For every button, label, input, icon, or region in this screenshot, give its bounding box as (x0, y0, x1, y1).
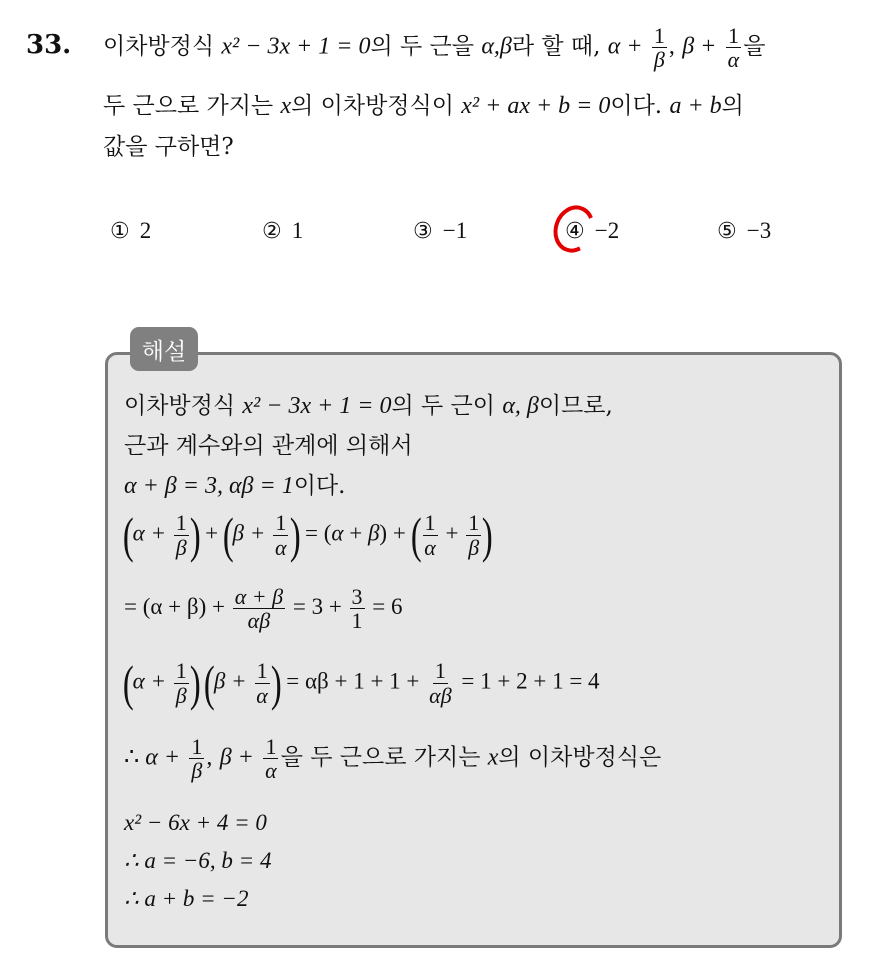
choice-3[interactable] (413, 218, 467, 244)
question-number: 33. (26, 30, 72, 60)
equation: α + β = 3, αβ = 1 (124, 473, 294, 499)
solution-text: 의 두 근이 (391, 393, 495, 419)
question-text: 의 두 근을 (370, 33, 474, 60)
solution-line-8: x² − 6x + 4 = 0 (124, 810, 267, 835)
answer-circle-mark (547, 200, 601, 259)
fraction: $\frac{1}{\alpha\beta}$ (429, 658, 452, 708)
question-text: 라 할 때, (511, 33, 601, 60)
roots: α, β (502, 393, 539, 419)
question-text: 이차방정식 (103, 33, 215, 60)
equation: = 1 + 2 + 1 = 4 (461, 668, 600, 694)
expression: a + b (669, 93, 722, 119)
roots: α,β (481, 33, 512, 60)
choice-value: 2 (139, 218, 152, 243)
solution-line-1 (124, 387, 613, 420)
choice-mark: ③ (413, 219, 433, 244)
question-text: 의 이차방정식이 (291, 93, 454, 119)
solution-line-6: (α + $\frac{1}{\beta}$ ) (β + $\frac{1}{\alpha}$ ) = αβ + 1 + 1 + $\frac{1}{\alpha\beta}$ = 1 + 2 + 1 = 4 (122, 655, 600, 711)
expr-alpha-plus: α + (607, 33, 643, 60)
solution-line-5 (124, 585, 403, 632)
choice-value: −1 (442, 218, 468, 243)
choice-2[interactable] (262, 218, 303, 244)
choice-value: −3 (746, 218, 772, 243)
solution-text: 이다. (293, 473, 346, 499)
fraction: $\frac{3}{1}$ (351, 584, 363, 634)
choice-1[interactable] (110, 218, 151, 244)
equation: = 3 + (292, 593, 342, 619)
question-line-2 (103, 87, 744, 120)
equation: = 6 (372, 593, 403, 619)
fraction: $\frac{1}{\alpha}$ (265, 734, 277, 784)
choice-value: −2 (594, 218, 620, 243)
variable: x (280, 93, 292, 119)
fraction: $\frac{\alpha + \beta}{\alpha\beta}$ (234, 584, 284, 634)
fraction: $\frac{1}{\beta}$ (175, 658, 187, 708)
choice-mark: ① (110, 219, 130, 244)
solution-text: 이므로, (538, 393, 613, 419)
variable: x (487, 744, 499, 771)
fraction: $\frac{1}{\alpha}$ (256, 658, 268, 708)
equation: x² − 3x + 1 = 0 (242, 393, 392, 419)
choice-mark: ② (262, 219, 282, 244)
fraction: $\frac{1}{\beta}$ (191, 734, 203, 784)
expr-beta-plus: β + (682, 33, 717, 60)
solution-line-9: ∴ a = −6, b = 4 (124, 848, 272, 873)
equation: = αβ + 1 + 1 + (286, 668, 420, 694)
solution-line-3 (124, 467, 345, 500)
solution-line-7: ∴ α + $\frac{1}{\beta}$ , β + $\frac{1}{\alpha}$ 을 두 근으로 가지는 x의 이차방정식은 (124, 734, 662, 784)
fraction: $\frac{1}{\alpha}$ (424, 510, 436, 560)
solution-line-2: 근과 계수와의 관계에 의해서 (124, 433, 413, 459)
fraction: $\frac{1}{\alpha}$ (727, 23, 740, 73)
fraction: $\frac{1}{\beta}$ (175, 510, 187, 560)
equation: x² − 3x + 1 = 0 (221, 33, 371, 60)
fraction: $\frac{1}{\beta}$ (468, 510, 480, 560)
fraction: $\frac{1}{\alpha}$ (275, 510, 287, 560)
question-text: 이다. (610, 93, 663, 119)
solution-text: 을 두 근으로 가지는 (280, 744, 481, 771)
solution-text: 이차방정식 (124, 393, 236, 419)
choice-5[interactable] (717, 218, 771, 244)
solution-text: 의 이차방정식은 (498, 744, 662, 771)
question-text: 의 (721, 93, 744, 119)
choice-mark: ④ (565, 219, 585, 244)
solution-line-4: (α + $\frac{1}{\beta}$ ) + (β + $\frac{1}{\alpha}$ ) = (α + β) + ( $\frac{1}{\alpha}$ + $\frac{1}{\beta}$ ) (122, 507, 494, 563)
equation: x² + ax + b = 0 (461, 93, 611, 119)
question-text: 을 (743, 33, 766, 60)
question-line-1: 이차방정식 x² − 3x + 1 = 0의 두 근을 α,β라 할 때, α + $\frac{1}{\beta}$ , β + $\frac{1}{\alpha}$ 을 (103, 23, 766, 73)
question-line-3: 값을 구하면? (103, 134, 234, 160)
equation: = (α + β) + (124, 593, 225, 619)
solution-line-10: ∴ a + b = −2 (124, 886, 249, 911)
question-text: 두 근으로 가지는 (103, 93, 274, 119)
solution-tag: 해설 (130, 327, 198, 371)
choice-value: 1 (291, 218, 304, 243)
choice-mark: ⑤ (717, 219, 737, 244)
fraction: $\frac{1}{\beta}$ (653, 23, 665, 73)
